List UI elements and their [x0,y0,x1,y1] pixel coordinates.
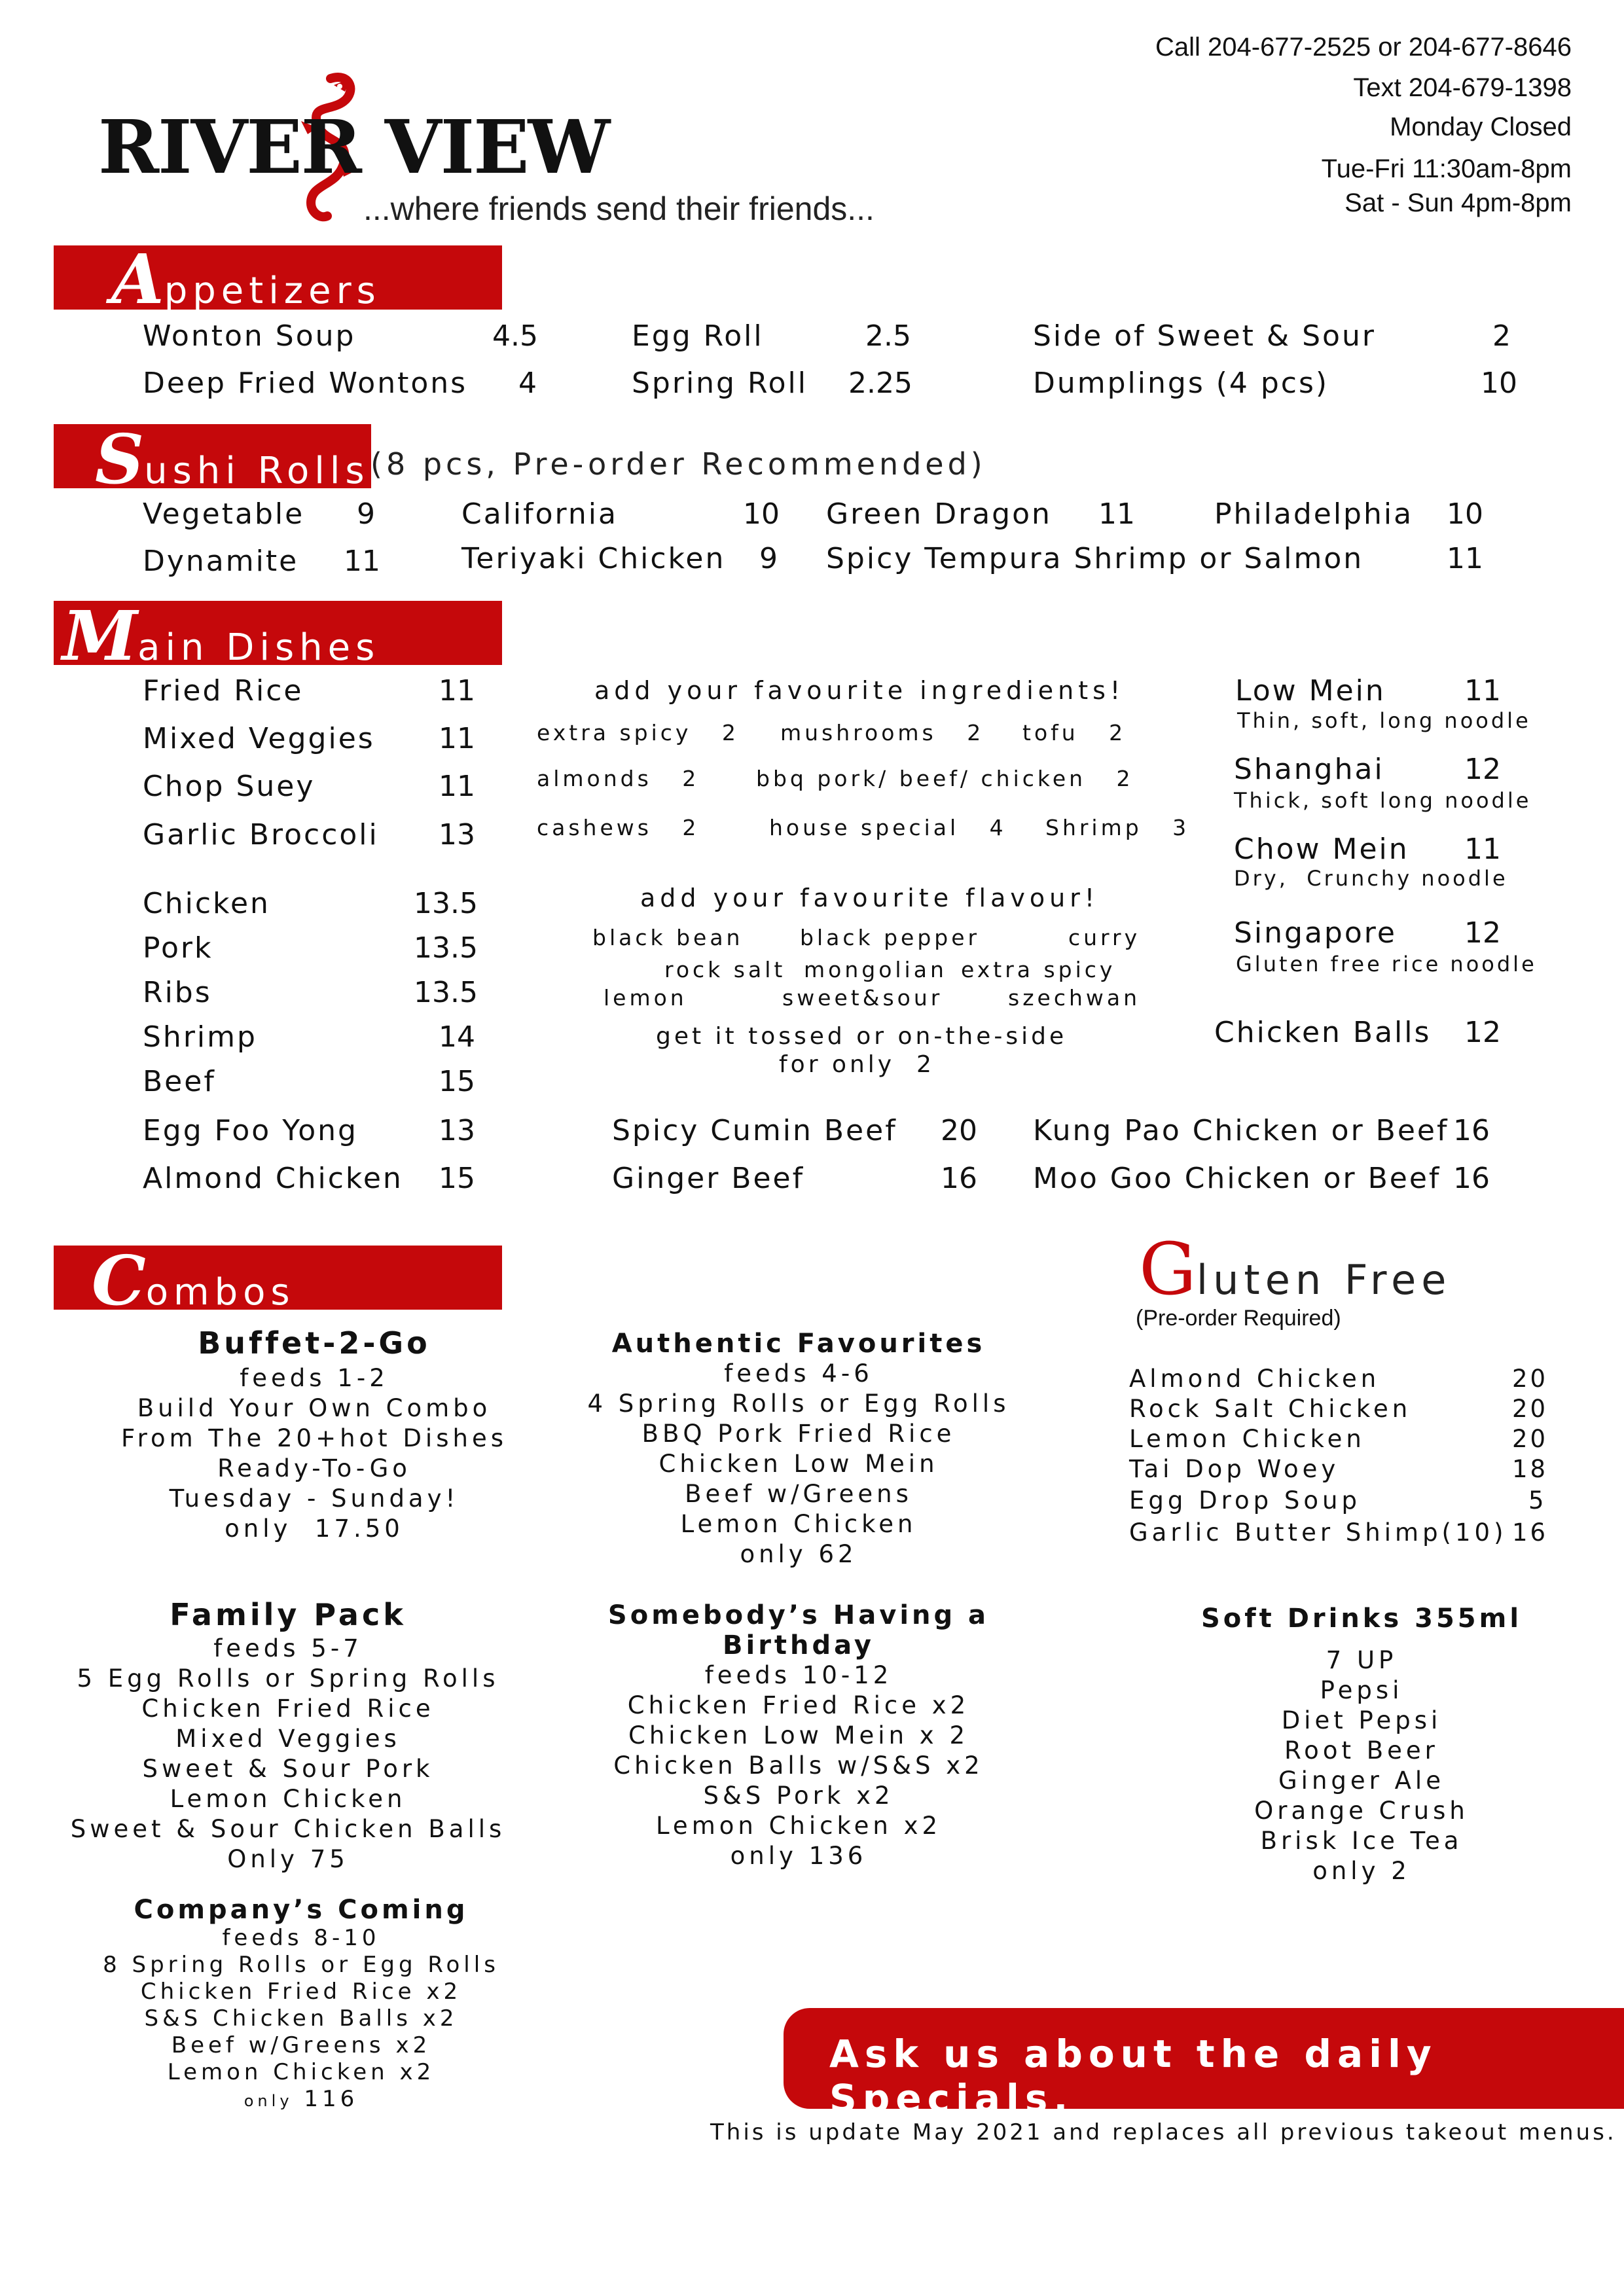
drink-item: 7 UP [1326,1646,1398,1674]
ingredient-option: extra spicy 2 [537,720,739,745]
menu-item: Almond Chicken [1129,1365,1380,1393]
combo-line: Ready-To-Go [217,1454,411,1482]
flavour-option: black bean [592,925,744,950]
ingredient-option: mushrooms 2 [780,720,984,745]
menu-price: 13 [439,1114,475,1147]
menu-price: 13.5 [414,931,478,965]
combo-line: Lemon Chicken x2 [167,2059,435,2085]
combo-price [79,2086,524,2115]
tagline: ...where friends send their friends... [363,190,875,227]
menu-price: 20 [1512,1395,1549,1423]
menu-item: Garlic Broccoli [143,818,379,852]
menu-item: Spring Roll [632,367,808,400]
specials-banner [784,2008,1624,2121]
menu-price: 11 [439,722,475,755]
ingredient-option: Shrimp 3 [1045,815,1190,840]
combo-line: Sweet & Sour Chicken Balls [70,1815,506,1843]
menu-item: Moo Goo Chicken or Beef [1033,1162,1441,1195]
drink-item: Pepsi [1320,1676,1403,1704]
menu-item: Egg Foo Yong [143,1114,358,1147]
menu-item: Shrimp [143,1020,257,1054]
menu-price: 9 [759,542,778,575]
menu-item: Chow Mein [1234,833,1409,866]
menu-item: Egg Roll [632,319,764,353]
flavour-option: rock salt [664,957,786,982]
flavour-option: mongolian [804,957,947,982]
combo-line: Chicken Fried Rice x2 [627,1691,970,1719]
drink-item: Orange Crush [1254,1797,1469,1825]
menu-item: Chicken Balls [1214,1016,1432,1049]
menu-price: 2 [1492,319,1511,353]
menu-price: 5 [1528,1486,1547,1515]
ingredient-option: house special 4 [769,815,1007,840]
combo-line: feeds 1-2 [240,1364,389,1392]
combo-line: BBQ Pork Fried Rice [641,1420,956,1448]
menu-price: 4 [518,367,537,400]
combo-line: 4 Spring Rolls or Egg Rolls [587,1390,1010,1418]
menu-price: 11 [1447,542,1483,575]
combo-price: only 136 [730,1842,867,1870]
ingredient-option: bbq pork/ beef/ chicken 2 [756,766,1134,791]
menu-price: 2.5 [865,319,911,353]
menu-item: Singapore [1234,916,1397,950]
combo-line: From The 20+hot Dishes [121,1424,507,1452]
menu-item: Teriyaki Chicken [461,542,726,575]
menu-price: 2.25 [848,367,912,400]
combo-price: only 17.50 [225,1515,404,1543]
menu-item: Spicy Cumin Beef [612,1114,897,1147]
menu-item: Philadelphia [1214,497,1414,531]
menu-item: California [461,497,618,531]
menu-item: Garlic Butter Shimp(10) [1129,1518,1507,1547]
drink-item: Ginger Ale [1278,1767,1445,1795]
sushi-heading: Sushi Rolls [95,419,370,499]
combo-line: Mixed Veggies [175,1725,401,1753]
menu-price: 12 [1464,1016,1501,1049]
menu-price: 20 [941,1114,977,1147]
combo-title: Company’s Coming [134,1895,469,1925]
menu-item: Dumplings (4 pcs) [1033,367,1329,400]
combo-line: Lemon Chicken [170,1785,406,1813]
flavour-option: lemon [604,985,687,1011]
sushi-note: (8 pcs, Pre-order Recommended) [370,446,986,482]
menu-price: 4.5 [492,319,538,353]
combo-line: feeds 10-12 [704,1661,893,1689]
soft-drinks [1152,1604,1571,1886]
drink-price: only 2 [1312,1857,1411,1885]
menu-item: Spicy Tempura Shrimp or Salmon [826,542,1364,575]
gluten-free-note: (Pre-order Required) [1136,1306,1341,1331]
combo-company [79,1895,524,2115]
menu-price: 11 [439,674,475,708]
combo-authentic [569,1329,1028,1570]
menu-price: 11 [344,545,380,578]
menu-price: 16 [941,1162,977,1195]
combo-line: Chicken Fried Rice [141,1695,435,1723]
menu-price: 18 [1512,1455,1549,1483]
contact-closed: Monday Closed [1390,113,1572,141]
menu-price: 14 [439,1020,475,1054]
noodle-desc: Thin, soft, long noodle [1237,708,1531,733]
menu-price: 11 [439,770,475,803]
drink-item: Root Beer [1284,1736,1439,1765]
combo-birthday [543,1600,1054,1871]
toss-note: get it tossed or on-the-side [656,1023,1068,1050]
ingredient-option: almonds 2 [537,766,700,791]
combo-line: Beef w/Greens x2 [171,2032,431,2058]
menu-item: Vegetable [143,497,305,531]
combo-line: Lemon Chicken [680,1510,917,1538]
menu-item: Lemon Chicken [1129,1425,1365,1453]
menu-item: Rock Salt Chicken [1129,1395,1412,1423]
combo-title: Somebody’s Having a Birthday [607,1600,990,1660]
menu-price: 20 [1512,1425,1549,1453]
contact-phone: Call 204-677-2525 or 204-677-8646 [1155,33,1572,62]
noodle-desc: Gluten free rice noodle [1236,952,1537,977]
menu-price: 11 [1464,833,1501,866]
menu-item: Side of Sweet & Sour [1033,319,1376,353]
menu-item: Egg Drop Soup [1129,1486,1361,1515]
flavour-title: add your favourite flavour! [640,884,1100,912]
flavour-option: sweet&sour [782,985,943,1011]
combo-price-value: 116 [304,2086,359,2112]
menu-price: 20 [1512,1365,1549,1393]
flavour-option: extra spicy [961,957,1116,982]
combo-line: Tuesday - Sunday! [169,1484,460,1513]
menu-item: Pork [143,931,213,965]
combo-line: feeds 5-7 [213,1634,363,1662]
menu-price: 12 [1464,753,1501,786]
menu-item: Green Dragon [826,497,1052,531]
menu-price: 10 [1481,367,1517,400]
combo-line: S&S Pork x2 [703,1782,894,1810]
menu-item: Ribs [143,976,212,1009]
combo-line: Beef w/Greens [685,1480,912,1508]
main-heading: Main Dishes [62,596,380,676]
menu-price: 15 [439,1065,475,1098]
menu-price: 13.5 [414,976,478,1009]
combo-title: Family Pack [170,1597,406,1632]
noodle-desc: Dry, Crunchy noodle [1234,866,1508,891]
menu-item: Kung Pao Chicken or Beef [1033,1114,1449,1147]
menu-price: 10 [1447,497,1483,531]
menu-item: Ginger Beef [612,1162,805,1195]
combo-line: 5 Egg Rolls or Spring Rolls [77,1664,499,1693]
menu-item: Shanghai [1234,753,1384,786]
ingredients-title: add your favourite ingredients! [594,676,1125,705]
flavour-option: black pepper [800,925,981,950]
menu-item: Dynamite [143,545,299,578]
noodle-desc: Thick, soft long noodle [1234,788,1532,813]
toss-price: for only 2 [779,1051,935,1078]
drinks-title: Soft Drinks 355ml [1200,1604,1523,1634]
menu-item: Wonton Soup [143,319,356,353]
drink-item: Diet Pepsi [1281,1706,1442,1734]
menu-item: Almond Chicken [143,1162,403,1195]
combo-line: Lemon Chicken x2 [655,1812,942,1840]
contact-weekday-hours: Tue-Fri 11:30am-8pm [1321,154,1572,183]
menu-price: 11 [1464,674,1501,708]
combo-line: Sweet & Sour Pork [142,1755,434,1783]
combo-line: S&S Chicken Balls x2 [144,2005,458,2032]
combo-title: Authentic Favourites [611,1329,986,1359]
combo-title: Buffet-2-Go [198,1325,431,1361]
menu-price: 11 [1098,497,1135,531]
menu-item: Chicken [143,887,270,920]
combo-line: Chicken Low Mein x 2 [628,1721,969,1749]
ingredient-option: tofu 2 [1022,720,1127,745]
menu-price: 16 [1453,1114,1490,1147]
combo-price-label: only [244,2092,293,2110]
contact-text: Text 204-679-1398 [1353,73,1572,102]
contact-weekend-hours: Sat - Sun 4pm-8pm [1344,188,1572,217]
combo-line: Chicken Low Mein [659,1450,939,1478]
menu-price: 10 [743,497,780,531]
menu-price: 15 [439,1162,475,1195]
specials-text: Ask us about the daily Specials. [829,2032,1437,2121]
menu-item: Deep Fried Wontons [143,367,468,400]
combo-line: Chicken Fried Rice x2 [140,1979,462,2005]
combo-price: Only 75 [227,1845,349,1873]
flavour-option: curry [1068,925,1141,950]
ingredient-option: cashews 2 [537,815,700,840]
combos-heading: Combos [92,1240,295,1321]
menu-price: 16 [1512,1518,1549,1547]
combo-line: feeds 4-6 [724,1359,873,1388]
menu-price: 12 [1464,916,1501,950]
combo-line: Chicken Balls w/S&S x2 [613,1751,984,1780]
drink-item: Brisk Ice Tea [1260,1827,1463,1855]
combo-family [65,1597,511,1874]
combo-buffet [105,1325,524,1544]
appetizers-heading: Appetizers [111,239,381,319]
menu-price: 13.5 [414,887,478,920]
combo-price: only 62 [740,1540,857,1568]
menu-item: Beef [143,1065,216,1098]
logo-text: RIVER VIEW [98,105,609,190]
flavour-option: szechwan [1008,985,1141,1011]
menu-price: 9 [357,497,375,531]
menu-item: Mixed Veggies [143,722,375,755]
menu-price: 16 [1453,1162,1490,1195]
menu-price: 13 [439,818,475,852]
combo-line: feeds 8-10 [222,1925,380,1951]
gluten-free-heading: Gluten Free [1139,1227,1452,1311]
footer-note: This is update May 2021 and replaces all previous takeout menus. [710,2119,1617,2145]
combo-line: Build Your Own Combo [137,1394,492,1422]
combo-line: 8 Spring Rolls or Egg Rolls [103,1952,499,1978]
menu-item: Low Mein [1235,674,1386,708]
menu-item: Chop Suey [143,770,316,803]
menu-item: Fried Rice [143,674,304,708]
menu-item: Tai Dop Woey [1129,1455,1340,1483]
